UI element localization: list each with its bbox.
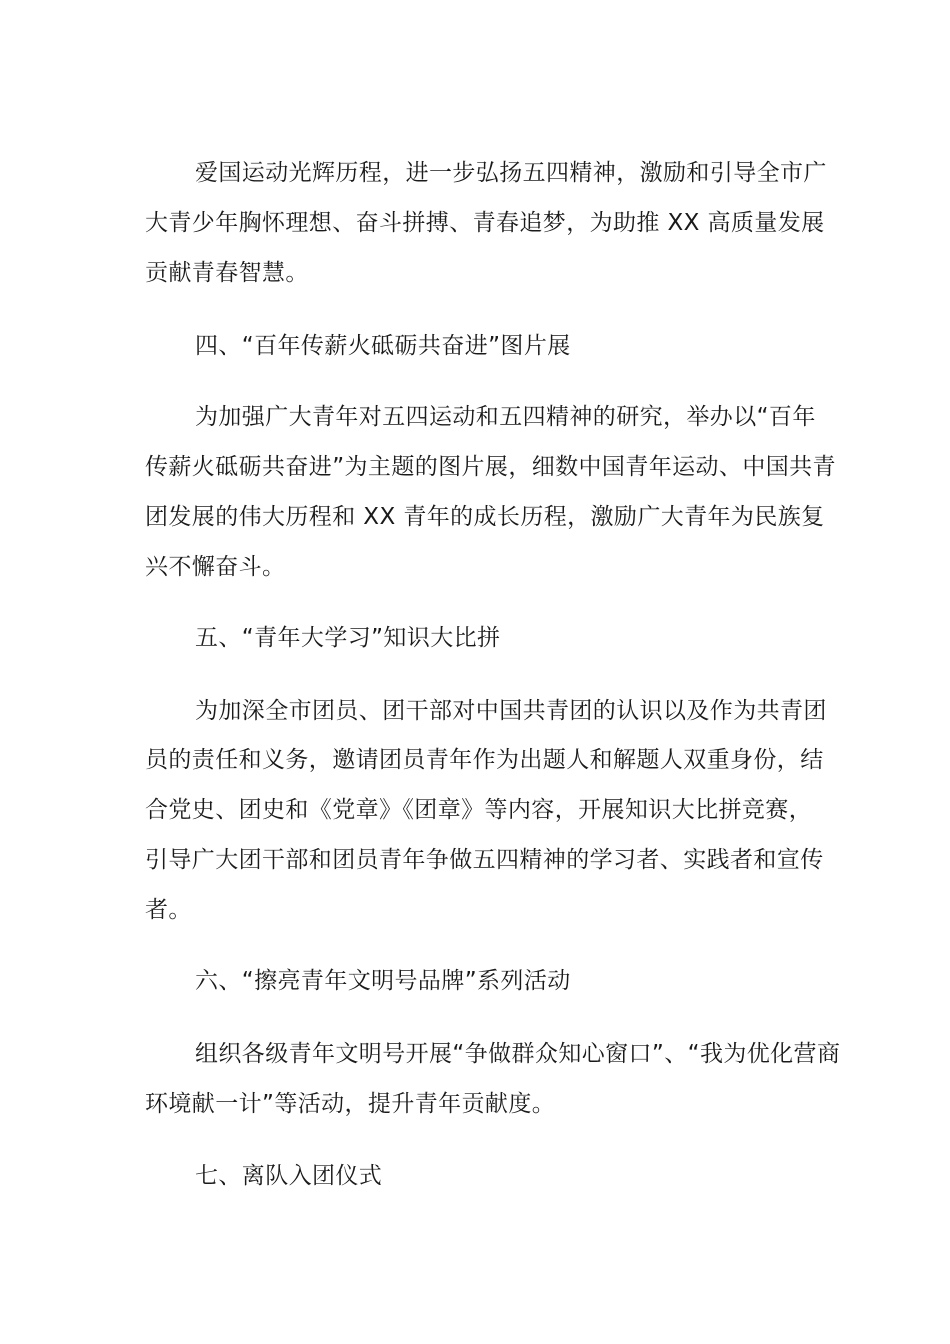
section-5-body-line-4: 引导广大团干部和团员青年争做五四精神的学习者、实践者和宣传 [145,847,824,873]
section-5-body-line-5: 者。 [145,897,192,923]
paragraph-continuation-line-1: 爱国运动光辉历程，进一步弘扬五四精神，激励和引导全市广 [195,160,827,186]
section-5-body-line-2: 员的责任和义务，邀请团员青年作为出题人和解题人双重身份，结 [145,747,824,773]
section-heading-6: 六、“擦亮青年文明号品牌”系列活动 [195,968,571,994]
section-6-body-line-1: 组织各级青年文明号开展“争做群众知心窗口”、“我为优化营商 [195,1041,841,1067]
section-heading-7: 七、离队入团仪式 [195,1163,383,1189]
paragraph-continuation-line-3: 贡献青春智慧。 [145,260,309,286]
section-heading-4: 四、“百年传薪火砥砺共奋进”图片展 [195,333,571,359]
section-5-body-line-1: 为加深全市团员、团干部对中国共青团的认识以及作为共青团 [195,698,827,724]
section-5-body-line-3: 合党史、团史和《党章》《团章》等内容，开展知识大比拼竞赛， [145,797,813,823]
section-6-body-line-2: 环境献一计”等活动，提升青年贡献度。 [145,1091,556,1117]
section-4-body-line-3: 团发展的伟大历程和 XX 青年的成长历程，激励广大青年为民族复 [145,504,825,530]
paragraph-continuation-line-2: 大青少年胸怀理想、奋斗拼搏、青春追梦，为助推 XX 高质量发展 [145,210,825,236]
section-4-body-line-1: 为加强广大青年对五四运动和五四精神的研究，举办以“百年 [195,404,816,430]
section-4-body-line-2: 传薪火砥砺共奋进”为主题的图片展，细数中国青年运动、中国共青 [145,454,836,480]
section-heading-5: 五、“青年大学习”知识大比拼 [195,625,501,651]
section-4-body-line-4: 兴不懈奋斗。 [145,554,286,580]
